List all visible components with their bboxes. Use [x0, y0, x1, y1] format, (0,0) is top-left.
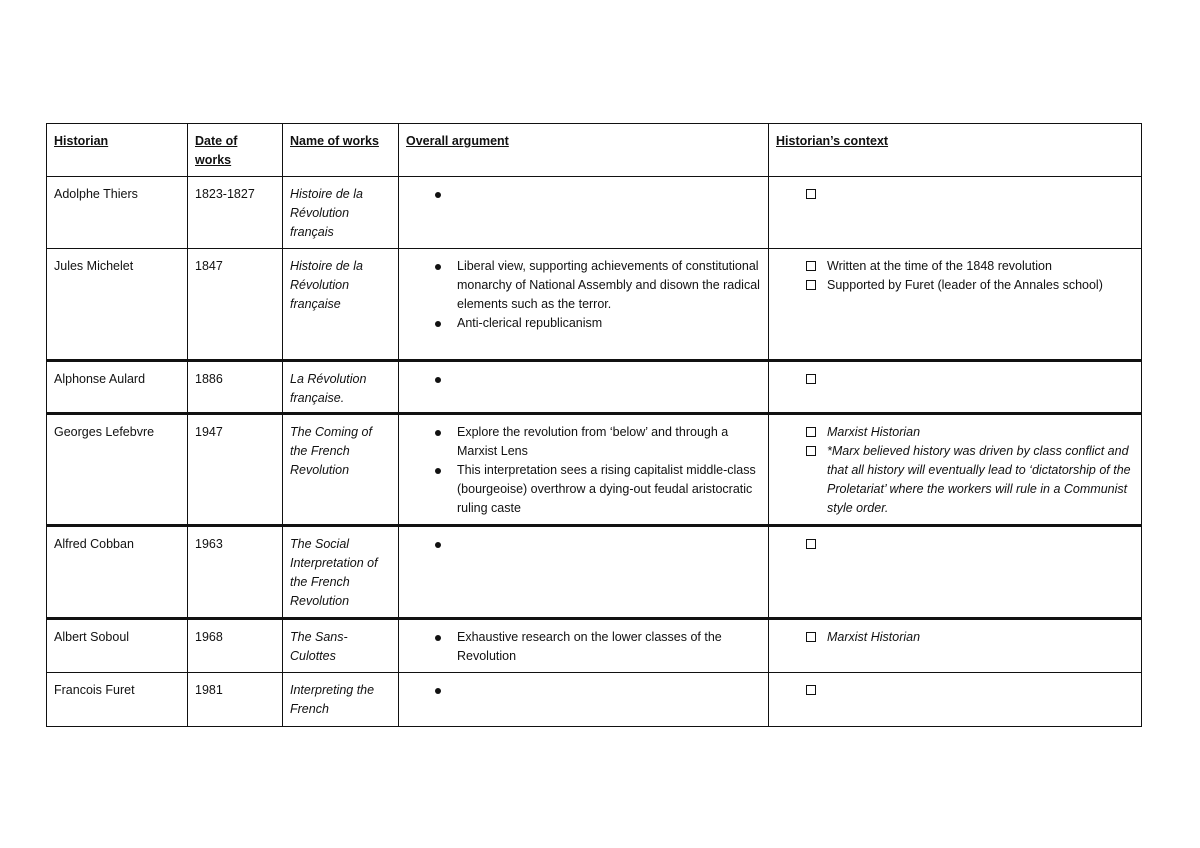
- checkbox-icon: [806, 374, 816, 384]
- historian-cell: Albert Soboul: [47, 619, 188, 673]
- context-text: Marxist Historian: [827, 630, 921, 644]
- argument-cell: [399, 177, 769, 249]
- argument-list: [406, 257, 762, 333]
- argument-cell: [399, 414, 769, 526]
- argument-bullet-item: Liberal view, supporting achievements of constitutional monarchy of National Assembly and disown the radical elements such as the terror.: [406, 257, 762, 314]
- context-checkbox-item: [776, 423, 1135, 442]
- context-list: [776, 370, 1135, 389]
- argument-list: [406, 535, 762, 554]
- date-cell: 1886: [188, 361, 283, 414]
- header-context: Historian’s context: [769, 124, 1142, 177]
- context-checkbox-item: [776, 370, 1135, 389]
- context-cell: [769, 249, 1142, 361]
- argument-cell: [399, 619, 769, 673]
- works-cell: The Social Interpretation of the French Revolution: [283, 526, 399, 619]
- header-argument: Overall argument: [399, 124, 769, 177]
- context-text: Marxist Historian: [827, 425, 921, 439]
- table-row: [47, 526, 1142, 619]
- argument-bullet-item: [406, 535, 762, 554]
- table-row: [47, 619, 1142, 673]
- date-cell: 1847: [188, 249, 283, 361]
- argument-bullet-item: [406, 370, 762, 389]
- works-cell: Histoire de la Révolution française: [283, 249, 399, 361]
- table-row: [47, 249, 1142, 361]
- context-checkbox-item: [776, 185, 1135, 204]
- works-cell: The Sans-Culottes: [283, 619, 399, 673]
- context-checkbox-item: [776, 628, 1135, 647]
- argument-bullet-item: Exhaustive research on the lower classes of the Revolution: [406, 628, 762, 666]
- context-checkbox-item: [776, 681, 1135, 700]
- context-cell: [769, 526, 1142, 619]
- historian-cell: Francois Furet: [47, 673, 188, 727]
- context-checkbox-item: [776, 276, 1135, 295]
- context-list: [776, 535, 1135, 554]
- argument-bullet-item: [406, 681, 762, 700]
- works-cell: La Révolution française.: [283, 361, 399, 414]
- header-historian: Historian: [47, 124, 188, 177]
- checkbox-icon: [806, 685, 816, 695]
- argument-bullet-item: Explore the revolution from ‘below’ and through a Marxist Lens: [406, 423, 762, 461]
- checkbox-icon: [806, 539, 816, 549]
- context-list: [776, 681, 1135, 700]
- date-cell: 1963: [188, 526, 283, 619]
- date-cell: 1947: [188, 414, 283, 526]
- works-cell: Histoire de la Révolution français: [283, 177, 399, 249]
- context-list: [776, 257, 1135, 295]
- historian-cell: Alfred Cobban: [47, 526, 188, 619]
- checkbox-icon: [806, 189, 816, 199]
- argument-cell: [399, 673, 769, 727]
- header-works: Name of works: [283, 124, 399, 177]
- table-row: [47, 177, 1142, 249]
- historians-table: [46, 123, 1142, 727]
- context-checkbox-item: [776, 535, 1135, 554]
- context-text: Supported by Furet (leader of the Annales school): [827, 278, 1103, 292]
- context-checkbox-item: [776, 442, 1135, 518]
- argument-cell: [399, 526, 769, 619]
- argument-list: [406, 628, 762, 666]
- context-cell: [769, 619, 1142, 673]
- date-cell: 1981: [188, 673, 283, 727]
- argument-cell: [399, 361, 769, 414]
- context-cell: [769, 414, 1142, 526]
- checkbox-icon: [806, 261, 816, 271]
- header-row: [47, 124, 1142, 177]
- context-list: [776, 628, 1135, 647]
- table-row: [47, 414, 1142, 526]
- argument-list: [406, 370, 762, 389]
- works-cell: The Coming of the French Revolution: [283, 414, 399, 526]
- context-list: [776, 185, 1135, 204]
- argument-bullet-item: Anti-clerical republicanism: [406, 314, 762, 333]
- date-cell: 1968: [188, 619, 283, 673]
- historian-cell: Jules Michelet: [47, 249, 188, 361]
- header-date: Date of works: [188, 124, 283, 177]
- checkbox-icon: [806, 427, 816, 437]
- historian-cell: Georges Lefebvre: [47, 414, 188, 526]
- historian-cell: Adolphe Thiers: [47, 177, 188, 249]
- argument-bullet-item: [406, 185, 762, 204]
- context-checkbox-item: [776, 257, 1135, 276]
- checkbox-icon: [806, 446, 816, 456]
- table-row: [47, 673, 1142, 727]
- works-cell: Interpreting the French: [283, 673, 399, 727]
- context-cell: [769, 673, 1142, 727]
- context-text: Written at the time of the 1848 revolution: [827, 259, 1052, 273]
- checkbox-icon: [806, 632, 816, 642]
- checkbox-icon: [806, 280, 816, 290]
- context-list: [776, 423, 1135, 518]
- argument-list: [406, 423, 762, 518]
- context-cell: [769, 177, 1142, 249]
- date-cell: 1823-1827: [188, 177, 283, 249]
- table-body: [47, 177, 1142, 727]
- context-text: *Marx believed history was driven by class conflict and that all history will eventually lead to ‘dictatorship of the Proletariat’ where the workers will rule in a Communist style order.: [827, 444, 1131, 515]
- argument-list: [406, 681, 762, 700]
- argument-bullet-item: This interpretation sees a rising capitalist middle-class (bourgeoise) overthrow a dying-out feudal aristocratic ruling caste: [406, 461, 762, 518]
- argument-list: [406, 185, 762, 204]
- historian-cell: Alphonse Aulard: [47, 361, 188, 414]
- table-row: [47, 361, 1142, 414]
- argument-cell: [399, 249, 769, 361]
- context-cell: [769, 361, 1142, 414]
